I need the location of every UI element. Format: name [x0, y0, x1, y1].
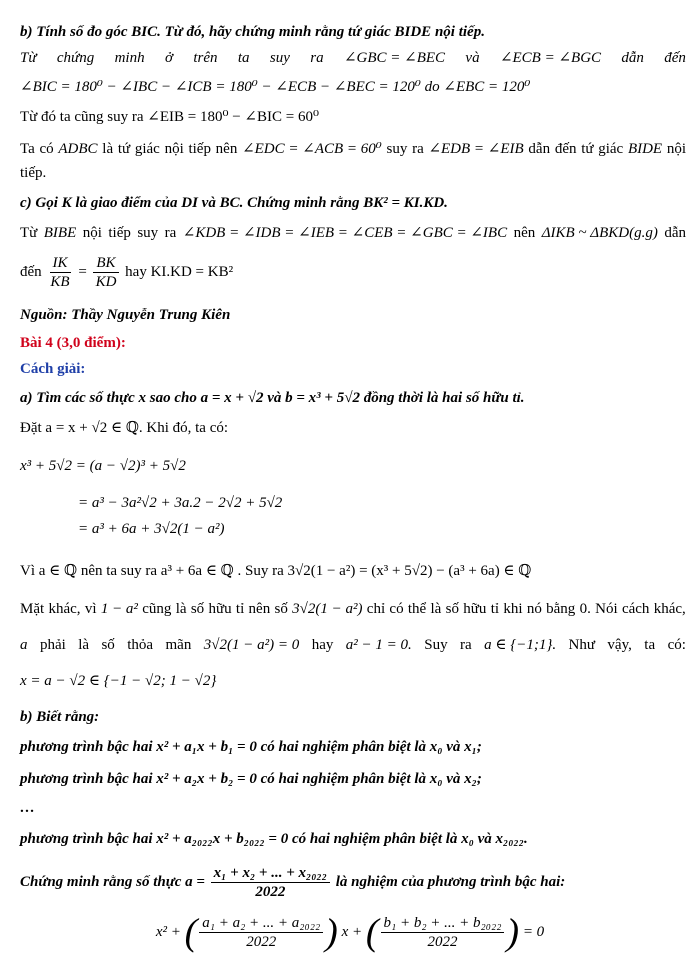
line-9 [20, 252, 686, 292]
word: số [101, 637, 115, 653]
cm-suffix: là nghiệm của phương trình bậc hai: [335, 874, 566, 890]
fraction-ik-kb [47, 254, 72, 291]
word: có [39, 141, 54, 157]
word: dẫn [528, 141, 551, 157]
word: ở [164, 50, 173, 66]
source-credit: Nguồn: Thầy Nguyễn Trung Kiên [20, 307, 231, 323]
math-expression: ∠ECB = ∠BGC [499, 50, 602, 66]
word: suy [386, 141, 408, 157]
fraction-denominator: KD [95, 274, 117, 291]
equation-1: x³ + 5√2 = (a − √2)³ + 5√2 [20, 458, 186, 474]
word: bằng [546, 601, 576, 617]
word: khi [503, 601, 523, 617]
line-5 [20, 139, 686, 159]
word: chứng [56, 50, 95, 66]
word: tỉ [235, 601, 245, 617]
equation-pt1: phương trình bậc hai x² + a₁x + b₁ = 0 có hai nghiệm phân biệt là x₀ và x₁; [20, 739, 482, 755]
word: mãn [165, 637, 192, 653]
word: cũng [142, 601, 172, 617]
word: đến [554, 141, 577, 157]
word: là [175, 601, 187, 617]
word: thể [407, 601, 427, 617]
math-expression: 1 − a² [100, 601, 138, 617]
word: trên [193, 50, 218, 66]
part-a-heading: a) Tìm các số thực x sao cho a = x + √2 và b = x³ + 5√2 đồng thời là hai số hữu tỉ. [20, 390, 525, 406]
word: đến [664, 50, 686, 66]
fraction-numerator: a₁ + a₂ + ... + a₂₀₂₂ [199, 914, 323, 933]
math-expression: ∠KDB = ∠IDB = ∠IEB = ∠CEB = ∠GBC = ∠IBC [182, 225, 508, 241]
word: khác, [653, 601, 686, 617]
word: Như [568, 637, 595, 653]
word: ra [164, 225, 177, 241]
line-x-result: x = a − √2 ∈ {−1 − √2; 1 − √2} [20, 673, 217, 689]
word: Nói [595, 601, 618, 617]
word: giác [134, 141, 160, 157]
problem-4-heading: Bài 4 (3,0 điểm): [20, 335, 126, 351]
line-6: tiếp. [20, 165, 47, 181]
word: suy [269, 50, 290, 66]
line-dat: Đặt a = x + √2 ∈ ℚ. Khi đó, ta có: [20, 420, 229, 436]
word: nó [526, 601, 542, 617]
word: nên [215, 141, 238, 157]
fraction-denominator: KB [50, 274, 70, 291]
line-chung-minh [20, 862, 686, 902]
word: tiếp [188, 141, 211, 157]
word: có [389, 601, 404, 617]
word: tứ [581, 141, 594, 157]
open-paren: ( [365, 911, 379, 954]
word: đến [20, 264, 42, 280]
word: a [20, 637, 28, 653]
part-b-heading: b) Tính số đo góc BIC. Từ đó, hãy chứng minh rằng tứ giác BIDE nội tiếp. [20, 24, 485, 40]
open-paren: ( [184, 911, 198, 954]
equation-pt2: phương trình bậc hai x² + a₂x + b₂ = 0 có hai nghiệm phân biệt là x₀ và x₂; [20, 771, 482, 787]
word: số [190, 601, 205, 617]
line-a-phai [20, 635, 686, 655]
word: là [102, 141, 114, 157]
word: hữu [463, 601, 487, 617]
word: ra [310, 50, 324, 66]
equation-pt2022: phương trình bậc hai x² + a₂₀₂₂x + b₂₀₂₂ = 0 có hai nghiệm phân biệt là x₀ và x₂₀₂₂. [20, 831, 528, 847]
fraction-bk-kd [93, 254, 120, 291]
fraction-sum-x [211, 864, 330, 901]
line-vi: Vì a ∈ ℚ nên ta suy ra a³ + 6a ∈ ℚ . Suy ra 3√2(1 − a²) = (x³ + 5√2) − (a³ + 6a) ∈ ℚ [20, 563, 532, 579]
math-expression: a² − 1 = 0. [345, 637, 412, 653]
word: là [430, 601, 442, 617]
word: BIBE [43, 225, 77, 241]
word: và [465, 50, 480, 66]
word: khác, [48, 601, 81, 617]
line-mat-khac [20, 599, 686, 619]
word: nội [82, 225, 102, 241]
word: 0. [579, 601, 591, 617]
fraction-denominator: 2022 [246, 934, 277, 951]
fraction-denominator: 2022 [427, 934, 458, 951]
final-tail: = 0 [522, 924, 545, 940]
word: ta [237, 50, 250, 66]
final-equation [0, 910, 700, 954]
word: Từ [20, 225, 38, 241]
word: ta [644, 637, 656, 653]
math-expression: ∠EDC = ∠ACB = 60⁰ [242, 141, 382, 157]
close-paren: ) [506, 911, 520, 954]
math-expression: ΔIKB ~ ΔBKD(g.g) [541, 225, 658, 241]
final-lead: x² + [155, 924, 181, 940]
cm-prefix: Chứng minh rằng số thực a = [20, 874, 205, 890]
word: tiếp [108, 225, 131, 241]
word: ra [412, 141, 424, 157]
word: nên [248, 601, 271, 617]
word: tỉ [490, 601, 500, 617]
line-2 [20, 48, 686, 68]
word: Ta [20, 141, 35, 157]
word: hữu [208, 601, 232, 617]
word: Mặt [20, 601, 45, 617]
part-c-heading: c) Gọi K là giao điểm của DI và BC. Chứng minh rằng BK² = KI.KD. [20, 195, 448, 211]
equation-2: = a³ − 3a²√2 + 3a.2 − 2√2 + 5√2 [78, 495, 283, 511]
word: hay [311, 637, 334, 653]
part-b2-heading: b) Biết rằng: [20, 709, 100, 725]
word: vậy, [607, 637, 632, 653]
word: ADBC [58, 141, 98, 157]
word: nên [513, 225, 536, 241]
fraction-sum-a [199, 914, 323, 951]
close-paren: ) [325, 911, 338, 954]
math-expression: ∠EDB = ∠EIB [428, 141, 524, 157]
equation-3: = a³ + 6a + 3√2(1 − a²) [78, 521, 225, 537]
word: Từ [20, 50, 37, 66]
word: ra [460, 637, 472, 653]
solution-heading: Cách giải: [20, 361, 86, 377]
line-8 [20, 223, 686, 243]
word: minh [114, 50, 145, 66]
word: dẫn [621, 50, 644, 66]
math-expression: 3√2(1 − a²) [292, 601, 363, 617]
word: có: [667, 637, 686, 653]
word: cách [621, 601, 650, 617]
word: BIDE [627, 141, 663, 157]
word: chỉ [366, 601, 386, 617]
math-expression: ∠GBC = ∠BEC [343, 50, 446, 66]
word: Suy [424, 637, 448, 653]
word: suy [137, 225, 159, 241]
fraction-denominator: 2022 [255, 884, 286, 901]
ellipsis: … [20, 800, 35, 816]
fraction-numerator: x₁ + x₂ + ... + x₂₀₂₂ [211, 864, 330, 883]
word: số [274, 601, 288, 617]
line-3: ∠BIC = 180⁰ − ∠IBC − ∠ICB = 180⁰ − ∠ECB − ∠BEC = 120⁰ do ∠EBC = 120⁰ [20, 79, 531, 95]
word: phải [39, 637, 66, 653]
math-expression: a ∈ {−1;1}. [484, 637, 557, 653]
line-4: Từ đó ta cũng suy ra ∠EIB = 180⁰ − ∠BIC = 60⁰ [20, 109, 319, 125]
equals-sign: = [78, 264, 87, 280]
math-expression: 3√2(1 − a²) = 0 [203, 637, 300, 653]
word: là [78, 637, 90, 653]
fraction-numerator: IK [50, 254, 71, 273]
word: tứ [117, 141, 131, 157]
line-9-suffix: hay KI.KD = KB² [125, 264, 234, 280]
word: thỏa [127, 637, 154, 653]
fraction-numerator: b₁ + b₂ + ... + b₂₀₂₂ [381, 914, 505, 933]
word: số [445, 601, 459, 617]
word: dẫn [664, 225, 686, 241]
word: vì [84, 601, 97, 617]
fraction-sum-b [381, 914, 505, 951]
fraction-numerator: BK [93, 254, 118, 273]
word: giác [598, 141, 624, 157]
final-mid: x + [341, 924, 363, 940]
word: nội [666, 141, 686, 157]
word: nội [164, 141, 184, 157]
